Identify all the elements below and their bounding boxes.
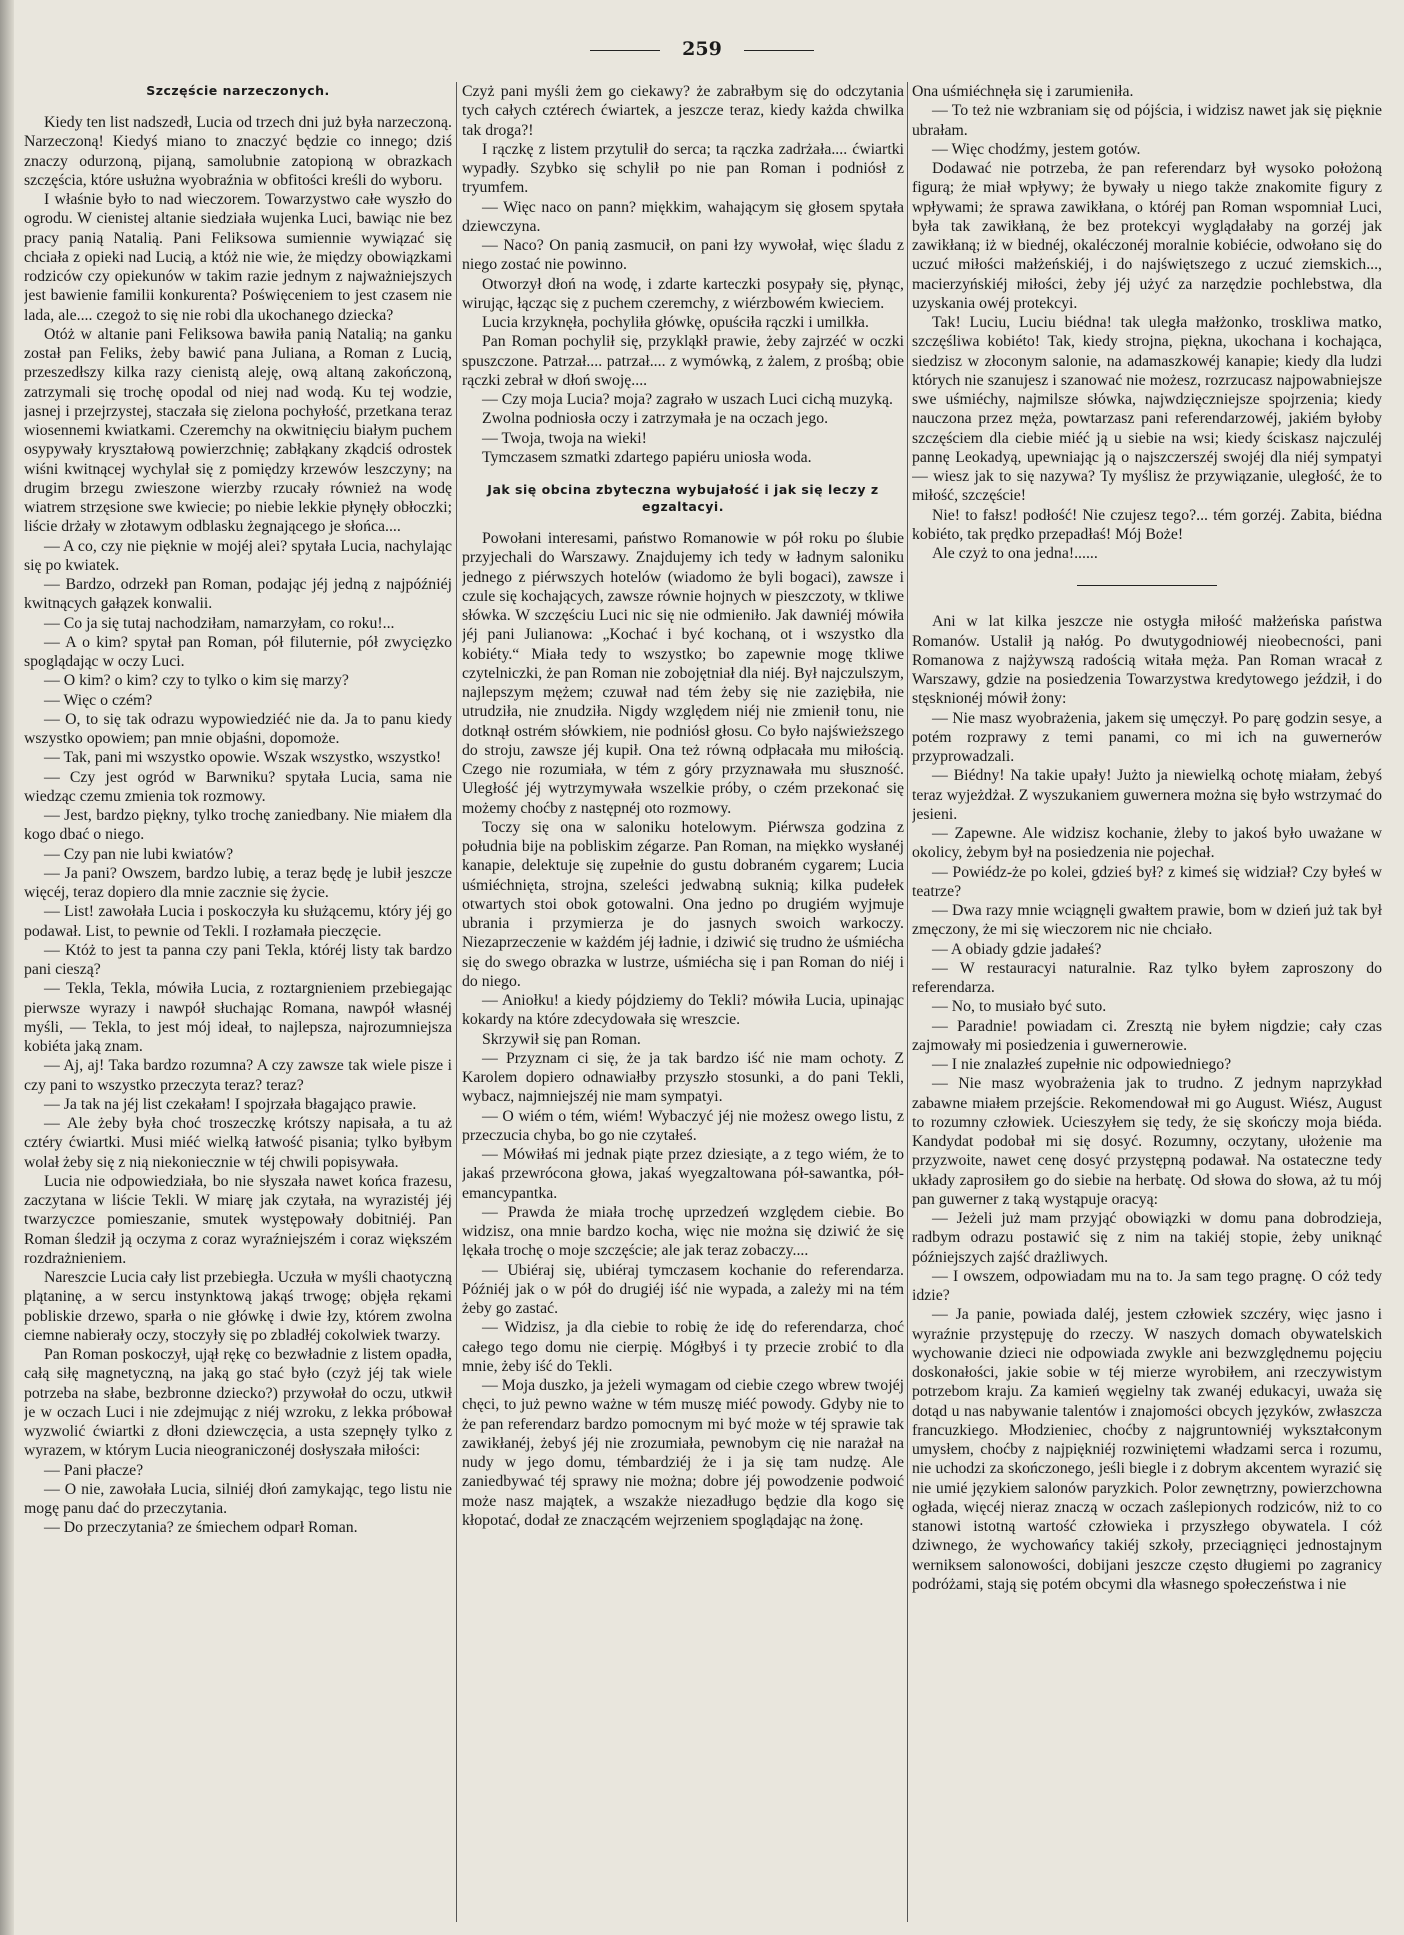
paragraph: — Nie masz wyobrażenia jak to trudno. Z jednym naprzykład zabawne miałem przejście. Rekomendował mi go August. Wiész, August to rozumny człowiek. Ucieszyłem się tedy, że się skończy moja biéda. Kandydat podobał mi się dosyć. Rozumny, oczytany, ułożenie ma przyzwoite, nawet cenę dosyć przystępną podawał. Na ostateczne tedy układy zaprosiłem go do siebie na herbatę. Od słowa do słowa, aż tu mój pan guwerner z taką wystąpuje oracyą: xyxy=(912,1075,1382,1208)
paragraph: — No, to musiało być suto. xyxy=(932,998,1107,1016)
page-header xyxy=(0,38,1404,60)
paragraph: Nareszcie Lucia cały list przebiegła. Uczuła w myśli chaotyczną plątaninę, a w sercu instynktową jakąś trwogę; objęła rękami pobliskie drzewo, sparła o nie główkę i dwie łzy, którem zwolna ciemne nabierały oczy, stoczyły się po zbladłéj cokolwiek twarzy. xyxy=(24,1269,452,1344)
paragraph: — Czy jest ogród w Barwniku? spytała Lucia, sama nie wiedząc czemu zmienia tok rozmowy. xyxy=(24,768,452,805)
paragraph: I rączkę z listem przytulił do serca; ta rączka zadrżała.... ćwiartki wypadły. Szybko się schylił po nie pan Roman i podniósł z tryumfem. xyxy=(462,140,904,197)
paragraph: — Aj, aj! Taka bardzo rozumna? A czy zawsze tak wiele pisze i czy pani to wszystko przeczyta teraz? teraz? xyxy=(24,1057,452,1094)
paragraph: — Ja pani? Owszem, bardzo lubię, a teraz będę je lubił jeszcze więcéj, teraz dopiero dla mnie zacznie się życie. xyxy=(24,864,452,901)
header-rule-right xyxy=(744,50,814,51)
section-heading-1: Szczęście narzeczonych. xyxy=(146,83,330,98)
section-separator-rule xyxy=(1077,585,1217,586)
column-2 xyxy=(462,82,904,1922)
column-2-text-b xyxy=(462,529,904,1530)
paragraph: — O kim? o kim? czy to tylko o kim się marzy? xyxy=(44,672,349,690)
paragraph: Tak! Luciu, Luciu biédna! tak uległa małżonko, troskliwa matko, szczęśliwa kobiéto! Tak, kiedy strojna, piękna, ukochana i kochająca, siedzisz w złoconym salonie, na adamaszkowéj kanapie; kiedy dla ludzi których nie szanujesz i szanować nie możesz, rozrzucasz najpowabniejsze swe uśmiéchy, najmilsze słówka, najwdzięczniejsze spojrzenia; kiedy nauczona przez męża, powtarzasz pani referendarzowéj, jakiém byłoby szczęściem dla ciebie miéć ją u siebie na wsi; kiedy ściskasz najczuléj pannę Leokadyą, upewniając ją o najszczerszéj swojéj dla niéj sympatyi — wiesz jak to się nazywa? Ty myślisz że przywiązanie, uległość, że to miłość, szczęście! xyxy=(912,314,1382,505)
paragraph: — Ale żeby była choć troszeczkę krótszy napisała, a tu aż cztéry ćwiartki. Musi miéć wielką łatwość pisania; tylko byłbym wolał żeby się z nią niekoniecznie w téj chwili popisywała. xyxy=(24,1115,452,1171)
paragraph: Lucia nie odpowiedziała, bo nie słyszała nawet końca frazesu, zaczytana w liście Tekli. W miarę jak czytała, na wyrazistéj jéj twarzyczce pomieszanie, smutek występowały dobitniéj. Pan Roman śledził ją oczyma z coraz wyraźniejszém i coraz większém rozdrażnieniem. xyxy=(24,1172,452,1267)
paragraph: — To też nie wzbraniam się od pójścia, i widzisz nawet jak się pięknie ubrałam. xyxy=(912,102,1382,139)
paragraph: — Ubiéraj się, ubiéraj tymczasem kochanie do referendarza. Późniéj jak o w pół do drugiéj iść nie wypada, a zależy mi na tém żeby go zastać. xyxy=(462,1261,904,1317)
column-3-text-b xyxy=(912,612,1382,1594)
paragraph: — Jest, bardzo piękny, tylko trochę zaniedbany. Nie miałem dla kogo dbać o niego. xyxy=(24,807,452,844)
paragraph: — A obiady gdzie jadałeś? xyxy=(932,940,1102,958)
column-3-text-a xyxy=(912,82,1382,563)
paragraph: Tymczasem szmatki zdartego papiéru uniosła woda. xyxy=(482,448,812,466)
paragraph: — Bardzo, odrzekł pan Roman, podając jéj jedną z najpóźniéj kwitnących gałązek konwalii. xyxy=(24,576,452,613)
column-1-text xyxy=(24,113,452,1538)
paragraph: — Więc chodźmy, jestem gotów. xyxy=(932,140,1141,158)
paragraph: — Twoja, twoja na wieki! xyxy=(482,429,647,447)
section-heading-2: Jak się obcina zbyteczna wybujałość i jak się leczy z egzaltacyi. xyxy=(487,482,879,514)
paragraph: Toczy się ona w saloniku hotelowym. Piérwsza godzina z południa bije na pobliskim zégarze. Pan Roman, na miękko wysłanéj kanapie, delektuje się zupełnie do gustu dobraném cygarem; Lucia uśmiéchnięta, strojna, szeleści jedwabną suknią; kilka pudełek otwartych stoi obok gotowalni. Ona jedno po drugiém wyjmuje ubrania i przymierza je do jasnych swoich warkoczy. Niezaprzeczenie w każdém jéj ładnie, i dziwić się trudno że uśmiécha się do swego obrazka w lustrze, uśmiécha się i pan Roman do niéj i do niego. xyxy=(462,818,904,990)
paragraph: Powołani interesami, państwo Romanowie w pół roku po ślubie przyjechali do Warszawy. Znajdujemy ich tedy w ładnym saloniku jednego z piérwszych hotelów (wiadomo że byli bogaci), zawsze i czule się kochających, zawsze równie hojnych w pieszczoty, w tkliwe słówka. W szczęściu Luci nic się nie odmieniło. Jak dawniéj mówiła jéj pani Julianowa: „Kochać i być kochaną, ot i wszystko dla kobiéty.“ Miała tedy to wszystko; bo zapewnie mogę tkliwe czytelniczki, że pan Roman nie zobojętniał dla niéj. Był najczulszym, najlepszym mężem; czuwał nad tém żeby się nie zaziębiła, nie utrudziła, nie znudziła. Nigdy względem niéj nie zmienił tonu, nie dotknął ostrém słówkiem, nie podniósł głosu. Co było najświeższego do stroju, zawsze jéj kupił. Ona też równą odpłacała mu miłością. Czego nie rozumiała, w tém z góry przyznawała mu słuszność. Uległość jéj wytrzymywała wszelkie próby, o czém przekonać się możemy choćby z następnéj oto rozmowy. xyxy=(462,530,904,817)
paragraph: — Biédny! Na takie upały! Jużto ja niewielką ochotę miałam, żebyś teraz wyjeżdżał. Z wyszukaniem guwernera można się było wstrzymać do jesieni. xyxy=(912,767,1382,823)
paragraph: — Czy pan nie lubi kwiatów? xyxy=(44,845,234,863)
paragraph: Kiedy ten list nadszedł, Lucia od trzech dni już była narzeczoną. Narzeczoną! Kiedyś miano to znaczyć będzie co innego; dziś znaczy odurzoną, pijaną, samolubnie zatopioną w obrazkach szczęścia, które usłużna wyobraźnia w obfitości kreśli do wyboru. xyxy=(24,114,452,189)
paragraph: Zwolna podniosła oczy i zatrzymała je na oczach jego. xyxy=(482,410,829,428)
header-rule-left xyxy=(590,50,660,51)
paragraph: — Ja tak na jéj list czekałam! I spojrzała błagająco prawie. xyxy=(44,1095,417,1113)
paragraph: — Nie masz wyobrażenia, jakem się umęczył. Po parę godzin sesye, a potém rozprawy z temi panami, co mi ich na guwernerów przyprowadzali. xyxy=(912,709,1382,765)
paragraph: Pan Roman pochylił się, przykląkł prawie, żeby zajrzéć w oczki spuszczone. Patrzał.... patrzał.... z wymówką, z żalem, z prośbą; obie rączki zebrał w dłoń swoję.... xyxy=(462,333,904,389)
paragraph: Ani w lat kilka jeszcze nie ostygła miłość małżeńska państwa Romanów. Ustalił ją nałóg. Po dwutygodniowéj nieobecności, pani Romanowa z najżywszą radością witała męża. Pan Roman wracał z Warszawy, gdzie na posiedzenia Towarzystwa kredytowego jeździł, i do stęsknionéj mówił żony: xyxy=(912,613,1382,708)
paragraph: — Powiédz-że po kolei, gdzieś był? z kimeś się widział? Czy byłeś w teatrze? xyxy=(912,863,1382,900)
paragraph: Ona uśmiéchnęła się i zarumieniła. xyxy=(912,83,1134,100)
paragraph: — W restauracyi naturalnie. Raz tylko byłem zaproszony do referendarza. xyxy=(912,959,1382,996)
page-binding-edge xyxy=(0,0,14,1935)
paragraph: Czyż pani myśli żem go ciekawy? że zabrałbym się do odczytania tych całych cztérech ćwiartek, a jeszcze teraz, kiedy każda chwilka tak droga?! xyxy=(462,83,904,139)
column-2-text-a xyxy=(462,82,904,467)
paragraph: Ale czyż to ona jedna!...... xyxy=(932,545,1098,562)
column-1 xyxy=(24,82,452,1922)
paragraph: — O nie, zawołała Lucia, silniéj dłoń zamykając, tego listu nie mogę panu dać do przeczytania. xyxy=(24,1480,452,1517)
paragraph: — Dwa razy mnie wciągnęli gwałtem prawie, bom w dzień już tak był zmęczony, że mi się wieczorem nic nie chciało. xyxy=(912,902,1382,939)
paragraph: — Przyznam ci się, że ja tak bardzo iść nie mam ochoty. Z Karolem dopiero odnawiałby przyszło stosunki, a do pani Tekli, wybacz, najmniejszéj nie mam sympatyi. xyxy=(462,1049,904,1106)
column-divider-1 xyxy=(456,82,457,1922)
paragraph: — Jeżeli już mam przyjąć obowiązki w domu pana dobrodzieja, radbym odrazu postawić się z nim na takiéj stopie, żeby uniknąć późniejszych zajść drażliwych. xyxy=(912,1210,1382,1266)
paragraph: — Mówiłaś mi jednak piąte przez dziesiąte, a z tego wiém, że to jakaś przewrócona głowa, jakaś wyegzaltowana pół-sawantka, pół-emancypantka. xyxy=(462,1146,904,1202)
page-number: 259 xyxy=(682,38,722,60)
paragraph: — Ja panie, powiada daléj, jestem człowiek szczéry, więc jasno i wyraźnie przystępuję do rzeczy. W naszych domach obywatelskich wychowanie dzieci nie odpowiada zwykle ani bezwzględnemu pojęciu doskonałości, jakie sobie w téj mierze wyrobiłem, ani rzeczywistym potrzebom kraju. Za kamień węgielny tak zwanéj edukacyi, uważa się dotąd u nas nabywanie talentów i znajomości obcych języków, zwłaszcza francuzkiego. Młodzieniec, choćby z najgruntowniéj wykształconym umysłem, choćby z najpiękniéj rozwiniętemi władzami serca i rozumu, nie uchodzi za skończonego, jeśli biegle i z dobrym akcentem wyrazić się nie umié językiem salonów paryzkich. Polor zewnętrzny, powierzchowna ogłada, więcéj nieraz znaczą w oczach zaślepionych rodziców, niż to co stanowi istotną wartość człowieka i przyszłego obywatela. I cóż dziwnego, że wychowańcy takiéj szkoły, przeciągnięci jednostajnym werniksem salonowości, dobijani jeszcze często długiemi po zagranicy podróżami, stają się potém obcymi dla własnego społeczeństwa i nie xyxy=(912,1306,1382,1593)
paragraph: — A o kim? spytał pan Roman, pół filuternie, pół zwycięzko spoglądając w oczy Luci. xyxy=(24,633,452,670)
paragraph: — Więc o czém? xyxy=(44,691,153,709)
column-divider-2 xyxy=(907,82,908,1922)
paragraph: — Aniołku! a kiedy pójdziemy do Tekli? mówiła Lucia, upinając kokardy na które zdecydowała się wreszcie. xyxy=(462,992,904,1029)
paragraph: — Naco? On panią zasmucił, on pani łzy wywołał, więc śladu z niego zostać nie powinno. xyxy=(462,237,904,274)
paragraph: — A co, czy nie pięknie w mojéj alei? spytała Lucia, nachylając się po kwiatek. xyxy=(24,537,452,574)
paragraph: — Tak, pani mi wszystko opowie. Wszak wszystko, wszystko! xyxy=(44,749,442,767)
paragraph: — Pani płacze? xyxy=(44,1461,144,1479)
paragraph: — Prawda że miała trochę uprzedzeń względem ciebie. Bo widzisz, ona mnie bardzo kocha, więc nie można się dziwić że się lękała trochę o moje szczęście; ale jak teraz zobaczy.... xyxy=(462,1203,904,1260)
paragraph: — List! zawołała Lucia i poskoczyła ku służącemu, który jéj go podawał. List, to pewnie od Tekli. I rozłamała pieczęcie. xyxy=(24,903,452,940)
paragraph: — Czy moja Lucia? moja? zagrało w uszach Luci cichą muzyką. xyxy=(482,391,893,408)
paragraph: Otóż w altanie pani Feliksowa bawiła panią Natalią; na ganku został pan Feliks, żeby bawić pana Juliana, a Roman z Lucią, przeszedłszy kilka razy cienistą aleję, ową altaną zakończoną, zatrzymali się trochę opodal od niej nad wodą. Ku tej wodzie, jasnej i przejrzystej, staczała się zielona pochyłość, przetkana teraz wiosennemi kwiatkami. Czeremchy na okwitnięciu białym puchem osypywały kryształową powierzchnię; zabłąkany zkądciś odrostek wiśni kwitnącej wychylał się z pomiędzy krzewów leszczyny; na drugim brzegu zwieszone wierzby rzucały również na wodę wiatrem strzęsione swe kwiecie; po niebie lekkie płynęły obłoczki; liście drżały w złotawym odblasku żegnającego je słońca.... xyxy=(24,325,452,536)
paragraph: I właśnie było to nad wieczorem. Towarzystwo całe wyszło do ogrodu. W cienistej altanie siedziała wujenka Luci, bawiąc nie bez pracy panią Natalią. Pani Feliksowa sumiennie wywiązać się chciała z opieki nad Lucią, a któż nie wie, że między obowiązkami rodziców czy opiekunów w takim razie jednym z najważniejszych jest bawienie familii konkurenta? Poświęceniem to jest czasem nie lada, ale.... czegoż to się nie robi dla ukochanego dziecka? xyxy=(24,191,452,324)
paragraph: — Paradnie! powiadam ci. Zresztą nie byłem nigdzie; cały czas zajmowały mi posiedzenia i guwernerowie. xyxy=(912,1017,1382,1054)
paragraph: — Któż to jest ta panna czy pani Tekla, któréj listy tak bardzo pani cieszą? xyxy=(24,941,452,978)
paragraph: — Co ja się tutaj nachodziłam, namarzyłam, co roku!... xyxy=(44,614,395,632)
paragraph: Pan Roman poskoczył, ujął rękę co bezwładnie z listem opadła, całą siłę magnetyczną, na jaką go stać było (czyż jéj tak wiele potrzeba na słabe, bezbronne dziecko?) przywołał do oczu, utkwił je w oczach Luci i nie zdejmując z niéj wzroku, z lekka próbował wyzwolić ćwiartki z dłoni dziewczęcia, a usta szepnęły tylko z wyrazem, w którym Lucia nieograniczonéj dosłyszała miłości: xyxy=(24,1346,452,1460)
paragraph: — Więc naco on pann? miękkim, wahającym się głosem spytała dziewczyna. xyxy=(462,198,904,235)
paragraph: Nie! to fałsz! podłość! Nie czujesz tego?... tém gorzéj. Zabita, biédna kobiéto, tak prędko przepadłaś! Mój Boże! xyxy=(912,506,1382,543)
paragraph: Lucia krzyknęła, pochyliła główkę, opuściła rączki i umilkła. xyxy=(482,314,869,331)
paragraph: — O, to się tak odrazu wypowiedziéć nie da. Ja to panu kiedy wszystko opowiem; pan mnie objaśni, dopomoże. xyxy=(24,710,452,747)
paragraph: Skrzywił się pan Roman. xyxy=(482,1030,641,1048)
paragraph: Dodawać nie potrzeba, że pan referendarz był wysoko położoną figurą; że miał wpływy; że bywały u niego także znakomite figury z wpływami; że sprawa zawikłana, o któréj pan Roman wspomniał Luci, była tak zawikłaną, że bez protekcyi wyglądałaby na gorzéj jak zawikłaną; iż w biednéj, okaléczonéj moralnie kobiécie, odwołano się do uczuć miłości małżeńskiéj, i do najświętszego z uczuć ziemskich..., macierzyńskiéj miłości, żeby jéj użyć za narzędzie pochlebstwa, dla uzyskania owéj protekcyi. xyxy=(912,160,1382,312)
column-3 xyxy=(912,82,1382,1922)
paragraph: — Do przeczytania? ze śmiechem odparł Roman. xyxy=(44,1519,358,1537)
paragraph: — Moja duszko, ja jeżeli wymagam od ciebie czego wbrew twojéj chęci, to już pewno ważne w tém muszę miéć powody. Gdyby nie to że pan referendarz bardzo pomocnym mi być może w téj sprawie tak zawikłanéj, żebyś jéj nie zrozumiała, pewnobym cię nie narażał na nudy w jego domu, témbardziéj że i ja się tam nudzę. Ale zaniedbywać téj sprawy nie można; dobre jéj powodzenie podwoić może nasz majątek, a wszakże niezadługo będzie dla kogo się kłopotać, dodał ze znaczącém wejrzeniem spoglądając na żonę. xyxy=(462,1377,904,1529)
paragraph: Otworzył dłoń na wodę, i zdarte karteczki posypały się, płynąc, wirując, łącząc się z puchem czeremchy, z wiérzbowém kwieciem. xyxy=(462,275,904,312)
paragraph: — Widzisz, ja dla ciebie to robię że idę do referendarza, choć całego tego domu nie cierpię. Mógłbyś i ty przecie zrobić to dla mnie, żeby iść do Tekli. xyxy=(462,1319,904,1375)
paragraph: — O wiém o tém, wiém! Wybaczyć jéj nie możesz owego listu, z przeczucia chyba, bo go nie czytałeś. xyxy=(462,1107,904,1144)
paragraph: — I owszem, odpowiadam mu na to. Ja sam tego pragnę. O cóż tedy idzie? xyxy=(912,1267,1382,1304)
paragraph: — Tekla, Tekla, mówiła Lucia, z roztargnieniem przebiegając pierwsze wyrazy i nawpół słuchając Romana, nawpół własnéj myśli, — Tekla, to jest mój ideał, to najlepsza, najrozumniejsza kobiéta jaką znam. xyxy=(24,980,452,1055)
paragraph: — Zapewne. Ale widzisz kochanie, żleby to jakoś było uważane w okolicy, żebym był na posiedzenia nie pojechał. xyxy=(912,825,1382,862)
paragraph: — I nie znalazłeś zupełnie nic odpowiedniego? xyxy=(932,1056,1232,1073)
